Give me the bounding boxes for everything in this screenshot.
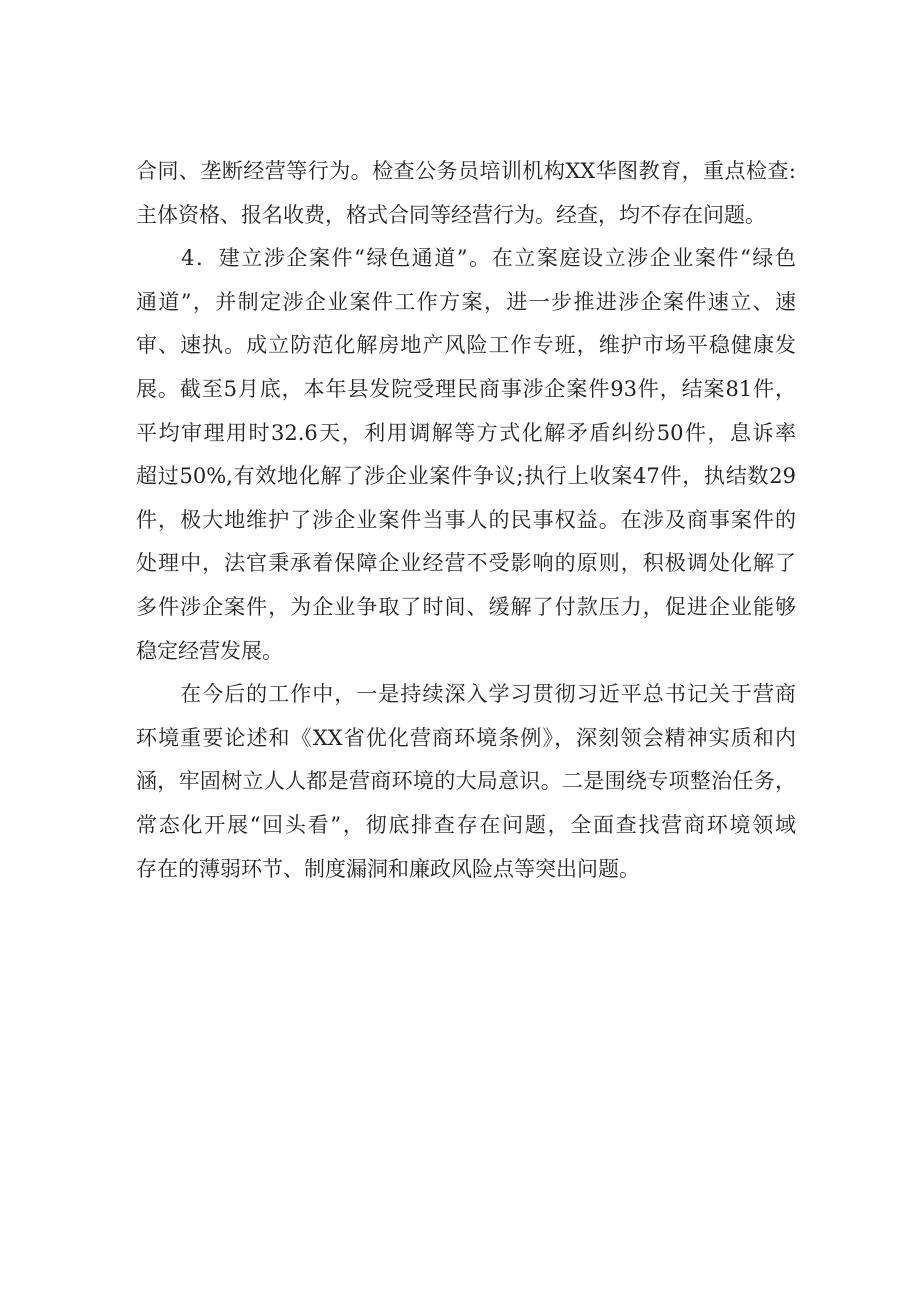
document-body [136,150,796,891]
text-line: 合同、垄断经营等行为。检查公务员培训机构XX华图教育，重点检查: [136,159,796,183]
paragraph-green-channel [136,237,796,673]
text-line: 稳定经营发展。 [136,638,283,663]
text-line: 处理中，法官秉承着保障企业经营不受影响的原则，积极调处化解了 [136,551,796,576]
text-line: 展。截至5月底，本年县发院受理民商事涉企案件93件，结案81件， [136,376,796,401]
text-line: 存在的薄弱环节、制度漏洞和廉政风险点等突出问题。 [136,856,640,881]
text-line: 主体资格、报名收费，格式合同等经营行为。经查，均不存在问题。 [136,202,766,227]
text-line: 件，极大地维护了涉企业案件当事人的民事权益。在涉及商事案件的 [136,507,796,532]
text-line: 多件涉企案件，为企业争取了时间、缓解了付款压力，促进企业能够 [136,594,796,619]
text-line: 平均审理用时32.6天，利用调解等方式化解矛盾纠纷50件，息诉率 [136,420,796,445]
text-line: 常态化开展“回头看”，彻底排查存在问题，全面查找营商环境领域 [136,812,796,837]
text-line: 通道”，并制定涉企业案件工作方案，进一步推进涉企案件速立、速 [136,289,796,314]
text-line: 环境重要论述和《XX省优化营商环境条例》，深刻领会精神实质和内 [136,725,796,750]
text-line: 涵，牢固树立人人都是营商环境的大局意识。二是围绕专项整治任务， [136,769,796,794]
text-line: 超过50%,有效地化解了涉企业案件争议;执行上收案47件，执结数29 [136,464,796,489]
paragraph-future-work [136,673,796,891]
text-line: 4．建立涉企案件“绿色通道”。在立案庭设立涉企业案件“绿色 [136,246,796,271]
text-line: 在今后的工作中，一是持续深入学习贯彻习近平总书记关于营商 [136,682,796,707]
paragraph-inspection-continued [136,150,796,237]
text-line: 审、速执。成立防范化解房地产风险工作专班，维护市场平稳健康发 [136,333,796,358]
